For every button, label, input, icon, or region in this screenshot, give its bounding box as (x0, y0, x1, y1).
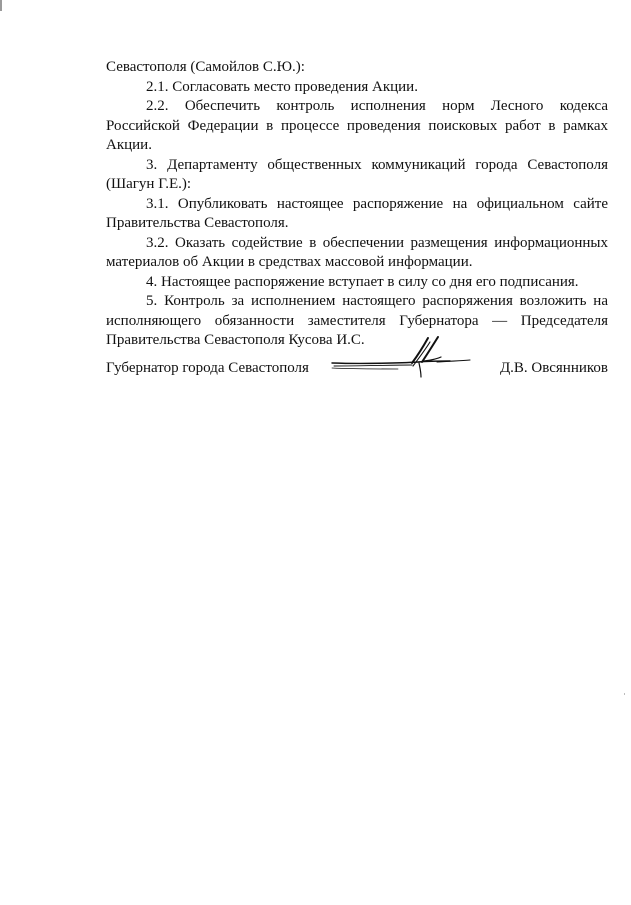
paragraph-5: 5. Контроль за исполнением настоящего распоряжения возложить на исполняющего обязанности заместителя Губернатора — Председателя Правительства Севастополя Кусова И.С. (106, 293, 608, 348)
paragraph-3: 3. Департаменту общественных коммуникаций города Севастополя (Шагун Г.Е.): (106, 156, 608, 192)
paragraph-continuation: Севастополя (Самойлов С.Ю.): (106, 59, 305, 75)
handwritten-signature (320, 335, 480, 379)
paragraph-2-1: 2.1. Согласовать место проведения Акции. (146, 78, 418, 95)
paragraph-3-2: 3.2. Оказать содействие в обеспечении размещения информационных материалов об Акции в средствах массовой информации. (106, 234, 608, 270)
paragraph-2-2: 2.2. Обеспечить контроль исполнения норм Лесного кодекса Российской Федерации в процессе проведения поисковых работ в рамках Акции. (106, 98, 608, 153)
signer-title: Губернатор города Севастополя (106, 360, 309, 376)
scan-speck (624, 693, 625, 695)
paragraph-4: 4. Настоящее распоряжение вступает в силу со дня его подписания. (146, 273, 579, 290)
signer-name: Д.В. Овсянников (499, 360, 608, 376)
scan-edge-mark (0, 0, 2, 11)
paragraph-3-1: 3.1. Опубликовать настоящее распоряжение на официальном сайте Правительства Севастополя. (106, 195, 608, 231)
document-body (106, 58, 608, 351)
signature-block (106, 359, 608, 381)
